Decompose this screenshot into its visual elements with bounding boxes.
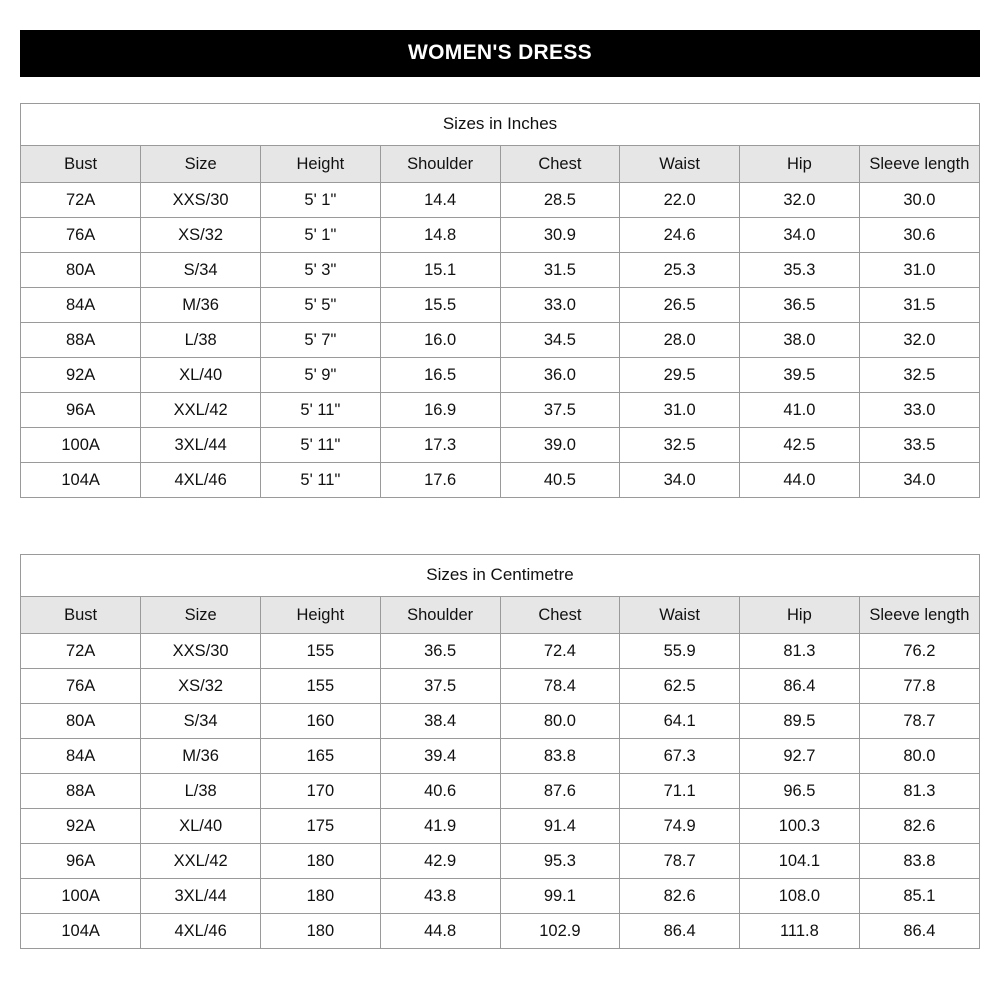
cell-waist: 67.3 (620, 739, 740, 774)
cell-size: S/34 (141, 253, 261, 288)
cell-height: 160 (261, 704, 381, 739)
cell-bust: 80A (21, 704, 141, 739)
cell-size: XXS/30 (141, 183, 261, 218)
cell-hip: 36.5 (740, 288, 860, 323)
cell-size: 3XL/44 (141, 879, 261, 914)
size-table-centimetre (21, 597, 979, 948)
cell-hip: 41.0 (740, 393, 860, 428)
table-spacer (20, 498, 980, 528)
cell-chest: 40.5 (500, 463, 620, 498)
table-row (21, 253, 979, 288)
table-row (21, 774, 979, 809)
cell-sleeve-length: 76.2 (859, 634, 979, 669)
cell-size: S/34 (141, 704, 261, 739)
cell-shoulder: 44.8 (380, 914, 500, 949)
cell-size: XXL/42 (141, 393, 261, 428)
cell-bust: 88A (21, 774, 141, 809)
cell-bust: 84A (21, 288, 141, 323)
cell-size: 4XL/46 (141, 914, 261, 949)
cell-chest: 28.5 (500, 183, 620, 218)
cell-height: 175 (261, 809, 381, 844)
table-row (21, 739, 979, 774)
cell-bust: 72A (21, 634, 141, 669)
cell-shoulder: 39.4 (380, 739, 500, 774)
cell-hip: 44.0 (740, 463, 860, 498)
column-header-shoulder: Shoulder (380, 146, 500, 183)
cell-height: 180 (261, 914, 381, 949)
cell-size: XS/32 (141, 218, 261, 253)
cell-height: 155 (261, 634, 381, 669)
cell-shoulder: 41.9 (380, 809, 500, 844)
cell-hip: 104.1 (740, 844, 860, 879)
cell-size: XL/40 (141, 809, 261, 844)
cell-hip: 89.5 (740, 704, 860, 739)
table-caption-inches: Sizes in Inches (21, 104, 979, 146)
cell-size: XXL/42 (141, 844, 261, 879)
column-header-waist: Waist (620, 146, 740, 183)
table-row (21, 844, 979, 879)
table-row (21, 183, 979, 218)
column-header-height: Height (261, 146, 381, 183)
cell-bust: 100A (21, 428, 141, 463)
table-row (21, 393, 979, 428)
table-row (21, 218, 979, 253)
cell-shoulder: 43.8 (380, 879, 500, 914)
column-header-shoulder: Shoulder (380, 597, 500, 634)
column-header-sleeve-length: Sleeve length (859, 146, 979, 183)
cell-bust: 92A (21, 809, 141, 844)
cell-sleeve-length: 32.5 (859, 358, 979, 393)
cell-hip: 100.3 (740, 809, 860, 844)
cell-hip: 32.0 (740, 183, 860, 218)
cell-height: 5' 11" (261, 463, 381, 498)
cell-sleeve-length: 30.0 (859, 183, 979, 218)
cell-sleeve-length: 85.1 (859, 879, 979, 914)
cell-waist: 64.1 (620, 704, 740, 739)
cell-sleeve-length: 32.0 (859, 323, 979, 358)
cell-chest: 37.5 (500, 393, 620, 428)
cell-bust: 84A (21, 739, 141, 774)
cell-size: M/36 (141, 739, 261, 774)
cell-bust: 104A (21, 914, 141, 949)
cell-bust: 76A (21, 669, 141, 704)
cell-waist: 71.1 (620, 774, 740, 809)
cell-size: XL/40 (141, 358, 261, 393)
cell-hip: 38.0 (740, 323, 860, 358)
cell-waist: 74.9 (620, 809, 740, 844)
size-table-centimetre-block (20, 554, 980, 949)
cell-shoulder: 14.4 (380, 183, 500, 218)
cell-shoulder: 16.9 (380, 393, 500, 428)
cell-height: 5' 3" (261, 253, 381, 288)
cell-chest: 30.9 (500, 218, 620, 253)
cell-shoulder: 16.0 (380, 323, 500, 358)
cell-chest: 95.3 (500, 844, 620, 879)
cell-bust: 76A (21, 218, 141, 253)
cell-shoulder: 36.5 (380, 634, 500, 669)
cell-sleeve-length: 80.0 (859, 739, 979, 774)
cell-waist: 26.5 (620, 288, 740, 323)
cell-sleeve-length: 33.5 (859, 428, 979, 463)
cell-chest: 34.5 (500, 323, 620, 358)
cell-waist: 62.5 (620, 669, 740, 704)
cell-height: 5' 11" (261, 393, 381, 428)
cell-shoulder: 42.9 (380, 844, 500, 879)
cell-height: 155 (261, 669, 381, 704)
cell-hip: 42.5 (740, 428, 860, 463)
cell-chest: 87.6 (500, 774, 620, 809)
cell-bust: 104A (21, 463, 141, 498)
cell-chest: 33.0 (500, 288, 620, 323)
table-row (21, 879, 979, 914)
cell-sleeve-length: 83.8 (859, 844, 979, 879)
cell-sleeve-length: 86.4 (903, 921, 936, 940)
cell-shoulder: 14.8 (380, 218, 500, 253)
table-row (21, 358, 979, 393)
cell-shoulder: 16.5 (380, 358, 500, 393)
cell-sleeve-length: 30.6 (859, 218, 979, 253)
column-header-chest: Chest (500, 146, 620, 183)
cell-shoulder: 40.6 (380, 774, 500, 809)
cell-size: L/38 (141, 774, 261, 809)
column-header-height: Height (261, 597, 381, 634)
cell-hip: 81.3 (740, 634, 860, 669)
cell-hip: 39.5 (740, 358, 860, 393)
size-table-inches (21, 146, 979, 497)
table-row (21, 463, 979, 498)
table-row (21, 634, 979, 669)
cell-hip: 92.7 (740, 739, 860, 774)
size-table-inches-block (20, 103, 980, 498)
cell-chest: 36.0 (500, 358, 620, 393)
cell-height: 5' 7" (261, 323, 381, 358)
cell-size: 3XL/44 (141, 428, 261, 463)
cell-hip: 86.4 (740, 669, 860, 704)
cell-hip: 34.0 (740, 218, 860, 253)
cell-hip: 35.3 (740, 253, 860, 288)
cell-chest: 102.9 (500, 914, 620, 949)
cell-shoulder: 15.5 (380, 288, 500, 323)
cell-hip: 111.8 (740, 914, 860, 949)
cell-size: L/38 (141, 323, 261, 358)
cell-waist: 82.6 (620, 879, 740, 914)
cell-waist: 29.5 (620, 358, 740, 393)
cell-height: 170 (261, 774, 381, 809)
column-header-bust: Bust (21, 146, 141, 183)
table-row (21, 914, 979, 949)
cell-bust: 96A (21, 393, 141, 428)
cell-waist: 24.6 (620, 218, 740, 253)
cell-waist: 86.4 (620, 914, 740, 949)
cell-height: 165 (261, 739, 381, 774)
cell-chest: 99.1 (500, 879, 620, 914)
page-title: WOMEN'S DRESS (20, 30, 980, 77)
cell-chest: 31.5 (500, 253, 620, 288)
cell-waist: 25.3 (620, 253, 740, 288)
cell-shoulder: 17.3 (380, 428, 500, 463)
cell-bust: 96A (21, 844, 141, 879)
cell-sleeve-length: 33.0 (859, 393, 979, 428)
cell-sleeve-length: 82.6 (859, 809, 979, 844)
cell-chest: 39.0 (500, 428, 620, 463)
cell-shoulder: 37.5 (380, 669, 500, 704)
cell-waist: 28.0 (620, 323, 740, 358)
cell-height: 180 (261, 844, 381, 879)
cell-sleeve-length: 31.0 (859, 253, 979, 288)
column-header-hip: Hip (740, 146, 860, 183)
cell-height: 5' 1" (261, 218, 381, 253)
cell-waist: 34.0 (620, 463, 740, 498)
cell-waist: 32.5 (620, 428, 740, 463)
cell-waist: 31.0 (620, 393, 740, 428)
cell-bust: 100A (21, 879, 141, 914)
table-row (21, 428, 979, 463)
cell-chest: 80.0 (500, 704, 620, 739)
table-header-row (21, 146, 979, 183)
column-header-sleeve-length: Sleeve length (859, 597, 979, 634)
column-header-bust: Bust (21, 597, 141, 634)
table-row (21, 704, 979, 739)
cell-size: 4XL/46 (141, 463, 261, 498)
table-header-row (21, 597, 979, 634)
column-header-size: Size (141, 146, 261, 183)
column-header-hip: Hip (740, 597, 860, 634)
cell-sleeve-length: 31.5 (859, 288, 979, 323)
table-row (21, 809, 979, 844)
cell-size: XS/32 (141, 669, 261, 704)
cell-bust: 88A (21, 323, 141, 358)
cell-hip: 108.0 (740, 879, 860, 914)
cell-sleeve-length: 81.3 (859, 774, 979, 809)
table-row (21, 669, 979, 704)
cell-chest: 91.4 (500, 809, 620, 844)
cell-height: 5' 5" (261, 288, 381, 323)
cell-shoulder: 17.6 (380, 463, 500, 498)
cell-waist: 55.9 (620, 634, 740, 669)
cell-height: 180 (261, 879, 381, 914)
cell-shoulder: 38.4 (380, 704, 500, 739)
cell-waist: 22.0 (620, 183, 740, 218)
cell-chest: 72.4 (500, 634, 620, 669)
cell-height: 5' 1" (261, 183, 381, 218)
cell-height: 5' 9" (261, 358, 381, 393)
cell-sleeve-length: 78.7 (859, 704, 979, 739)
cell-waist: 78.7 (620, 844, 740, 879)
cell-bust: 72A (21, 183, 141, 218)
cell-shoulder: 15.1 (380, 253, 500, 288)
cell-bust: 80A (21, 253, 141, 288)
cell-size: M/36 (141, 288, 261, 323)
table-row (21, 323, 979, 358)
cell-sleeve-length: 34.0 (903, 470, 936, 489)
cell-size: XXS/30 (141, 634, 261, 669)
cell-bust: 92A (21, 358, 141, 393)
table-caption-centimetre: Sizes in Centimetre (21, 555, 979, 597)
cell-chest: 78.4 (500, 669, 620, 704)
column-header-size: Size (141, 597, 261, 634)
table-row (21, 288, 979, 323)
cell-hip: 96.5 (740, 774, 860, 809)
cell-chest: 83.8 (500, 739, 620, 774)
cell-sleeve-length: 77.8 (859, 669, 979, 704)
column-header-waist: Waist (620, 597, 740, 634)
cell-height: 5' 11" (261, 428, 381, 463)
column-header-chest: Chest (500, 597, 620, 634)
